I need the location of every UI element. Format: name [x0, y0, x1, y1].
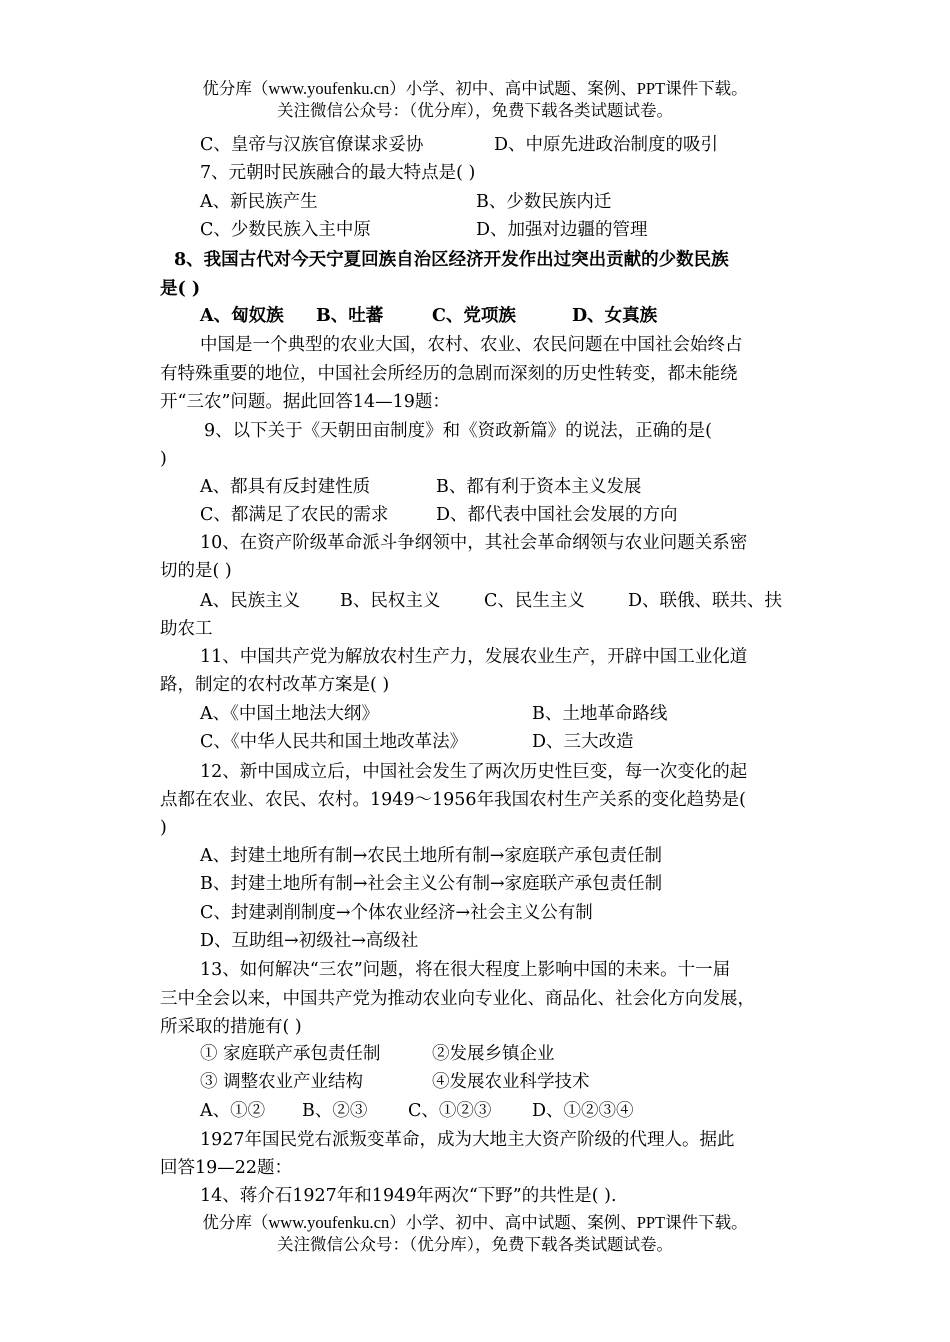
text-line: C、少数民族入主中原	[200, 220, 371, 240]
page-header	[0, 78, 950, 122]
text-line: 回答19—22题：	[160, 1158, 293, 1178]
text-line: B、都有利于资本主义发展	[436, 477, 642, 497]
text-line: D、加强对边疆的管理	[476, 220, 648, 240]
text-line: A、封建土地所有制→农民土地所有制→家庭联产承包责任制	[200, 846, 662, 866]
text-line: ③ 调整农业产业结构	[200, 1072, 364, 1092]
text-line: 开“三农”问题。据此回答14—19题：	[160, 392, 450, 412]
text-line: 10、在资产阶级革命派斗争纲领中，其社会革命纲领与农业问题关系密	[200, 533, 748, 553]
footer-line-2: 关注微信公众号：（优分库），免费下载各类试题试卷。	[277, 1235, 673, 1254]
text-line: 路，制定的农村改革方案是( )	[160, 675, 390, 695]
text-line: B、土地革命路线	[532, 704, 668, 724]
text-line: A、《中国土地法大纲》	[200, 704, 379, 724]
text-line: B、封建土地所有制→社会主义公有制→家庭联产承包责任制	[200, 874, 663, 894]
text-line: C、①②③	[408, 1101, 492, 1121]
text-line: D、中原先进政治制度的吸引	[494, 135, 719, 155]
text-line: 有特殊重要的地位，中国社会所经历的急剧而深刻的历史性转变，都未能绕	[160, 364, 738, 384]
text-line: A、①②	[200, 1101, 266, 1121]
text-line: D、都代表中国社会发展的方向	[436, 505, 678, 525]
text-line: B、②③	[302, 1101, 368, 1121]
text-line: A、都具有反封建性质	[200, 477, 371, 497]
text-line: 9、以下关于《天朝田亩制度》和《资政新篇》的说法，正确的是(	[204, 421, 712, 441]
text-line: D、联俄、联共、扶	[628, 591, 783, 611]
text-line: 12、新中国成立后，中国社会发生了两次历史性巨变，每一次变化的起	[200, 762, 748, 782]
text-line: 助农工	[160, 619, 213, 639]
text-line: 是( )	[160, 279, 201, 299]
text-line: )	[160, 818, 167, 838]
footer-line-1: 优分库（www.youfenku.cn）小学、初中、高中试题、案例、PPT课件下载。	[202, 1213, 748, 1232]
text-line: D、①②③④	[532, 1101, 634, 1121]
header-line-1: 优分库（www.youfenku.cn）小学、初中、高中试题、案例、PPT课件下载。	[202, 79, 748, 98]
text-line: C、都满足了农民的需求	[200, 505, 389, 525]
text-line: C、皇帝与汉族官僚谋求妥协	[200, 135, 424, 155]
text-line: B、吐蕃	[316, 306, 384, 326]
text-line: ④发展农业科学技术	[432, 1072, 590, 1092]
text-line: ②发展乡镇企业	[432, 1044, 555, 1064]
text-line: )	[160, 449, 167, 469]
text-line: A、新民族产生	[200, 192, 318, 212]
text-line: 切的是( )	[160, 561, 232, 581]
text-line: 所采取的措施有( )	[160, 1017, 302, 1037]
text-line: B、民权主义	[340, 591, 441, 611]
text-line: 三中全会以来，中国共产党为推动农业向专业化、商品化、社会化方向发展，	[160, 989, 755, 1009]
text-line: 1927年国民党右派叛变革命，成为大地主大资产阶级的代理人。据此	[200, 1130, 735, 1150]
text-line: 8、我国古代对今天宁夏回族自治区经济开发作出过突出贡献的少数民族	[174, 250, 729, 270]
text-line: C、封建剥削制度→个体农业经济→社会主义公有制	[200, 903, 593, 923]
text-line: 13、如何解决“三农”问题，将在很大程度上影响中国的未来。十一届	[200, 960, 731, 980]
page-footer	[0, 1212, 950, 1256]
text-line: ① 家庭联产承包责任制	[200, 1044, 381, 1064]
text-line: A、匈奴族	[200, 306, 284, 326]
text-line: C、党项族	[432, 306, 516, 326]
text-line: 中国是一个典型的农业大国，农村、农业、农民问题在中国社会始终占	[200, 335, 743, 355]
text-line: B、少数民族内迁	[476, 192, 612, 212]
text-line: 7、元朝时民族融合的最大特点是( )	[200, 163, 476, 183]
text-line: C、《中华人民共和国土地改革法》	[200, 732, 468, 752]
text-line: D、互助组→初级社→高级社	[200, 931, 419, 951]
text-line: C、民生主义	[484, 591, 585, 611]
text-line: A、民族主义	[200, 591, 301, 611]
text-line: 14、蒋介石1927年和1949年两次“下野”的共性是( ).	[200, 1186, 617, 1206]
text-line: 11、中国共产党为解放农村生产力，发展农业生产，开辟中国工业化道	[200, 647, 748, 667]
header-line-2: 关注微信公众号：（优分库），免费下载各类试题试卷。	[277, 101, 673, 120]
text-line: 点都在农业、农民、农村。1949～1956年我国农村生产关系的变化趋势是(	[160, 790, 746, 810]
text-line: D、三大改造	[532, 732, 634, 752]
text-line: D、女真族	[572, 306, 658, 326]
